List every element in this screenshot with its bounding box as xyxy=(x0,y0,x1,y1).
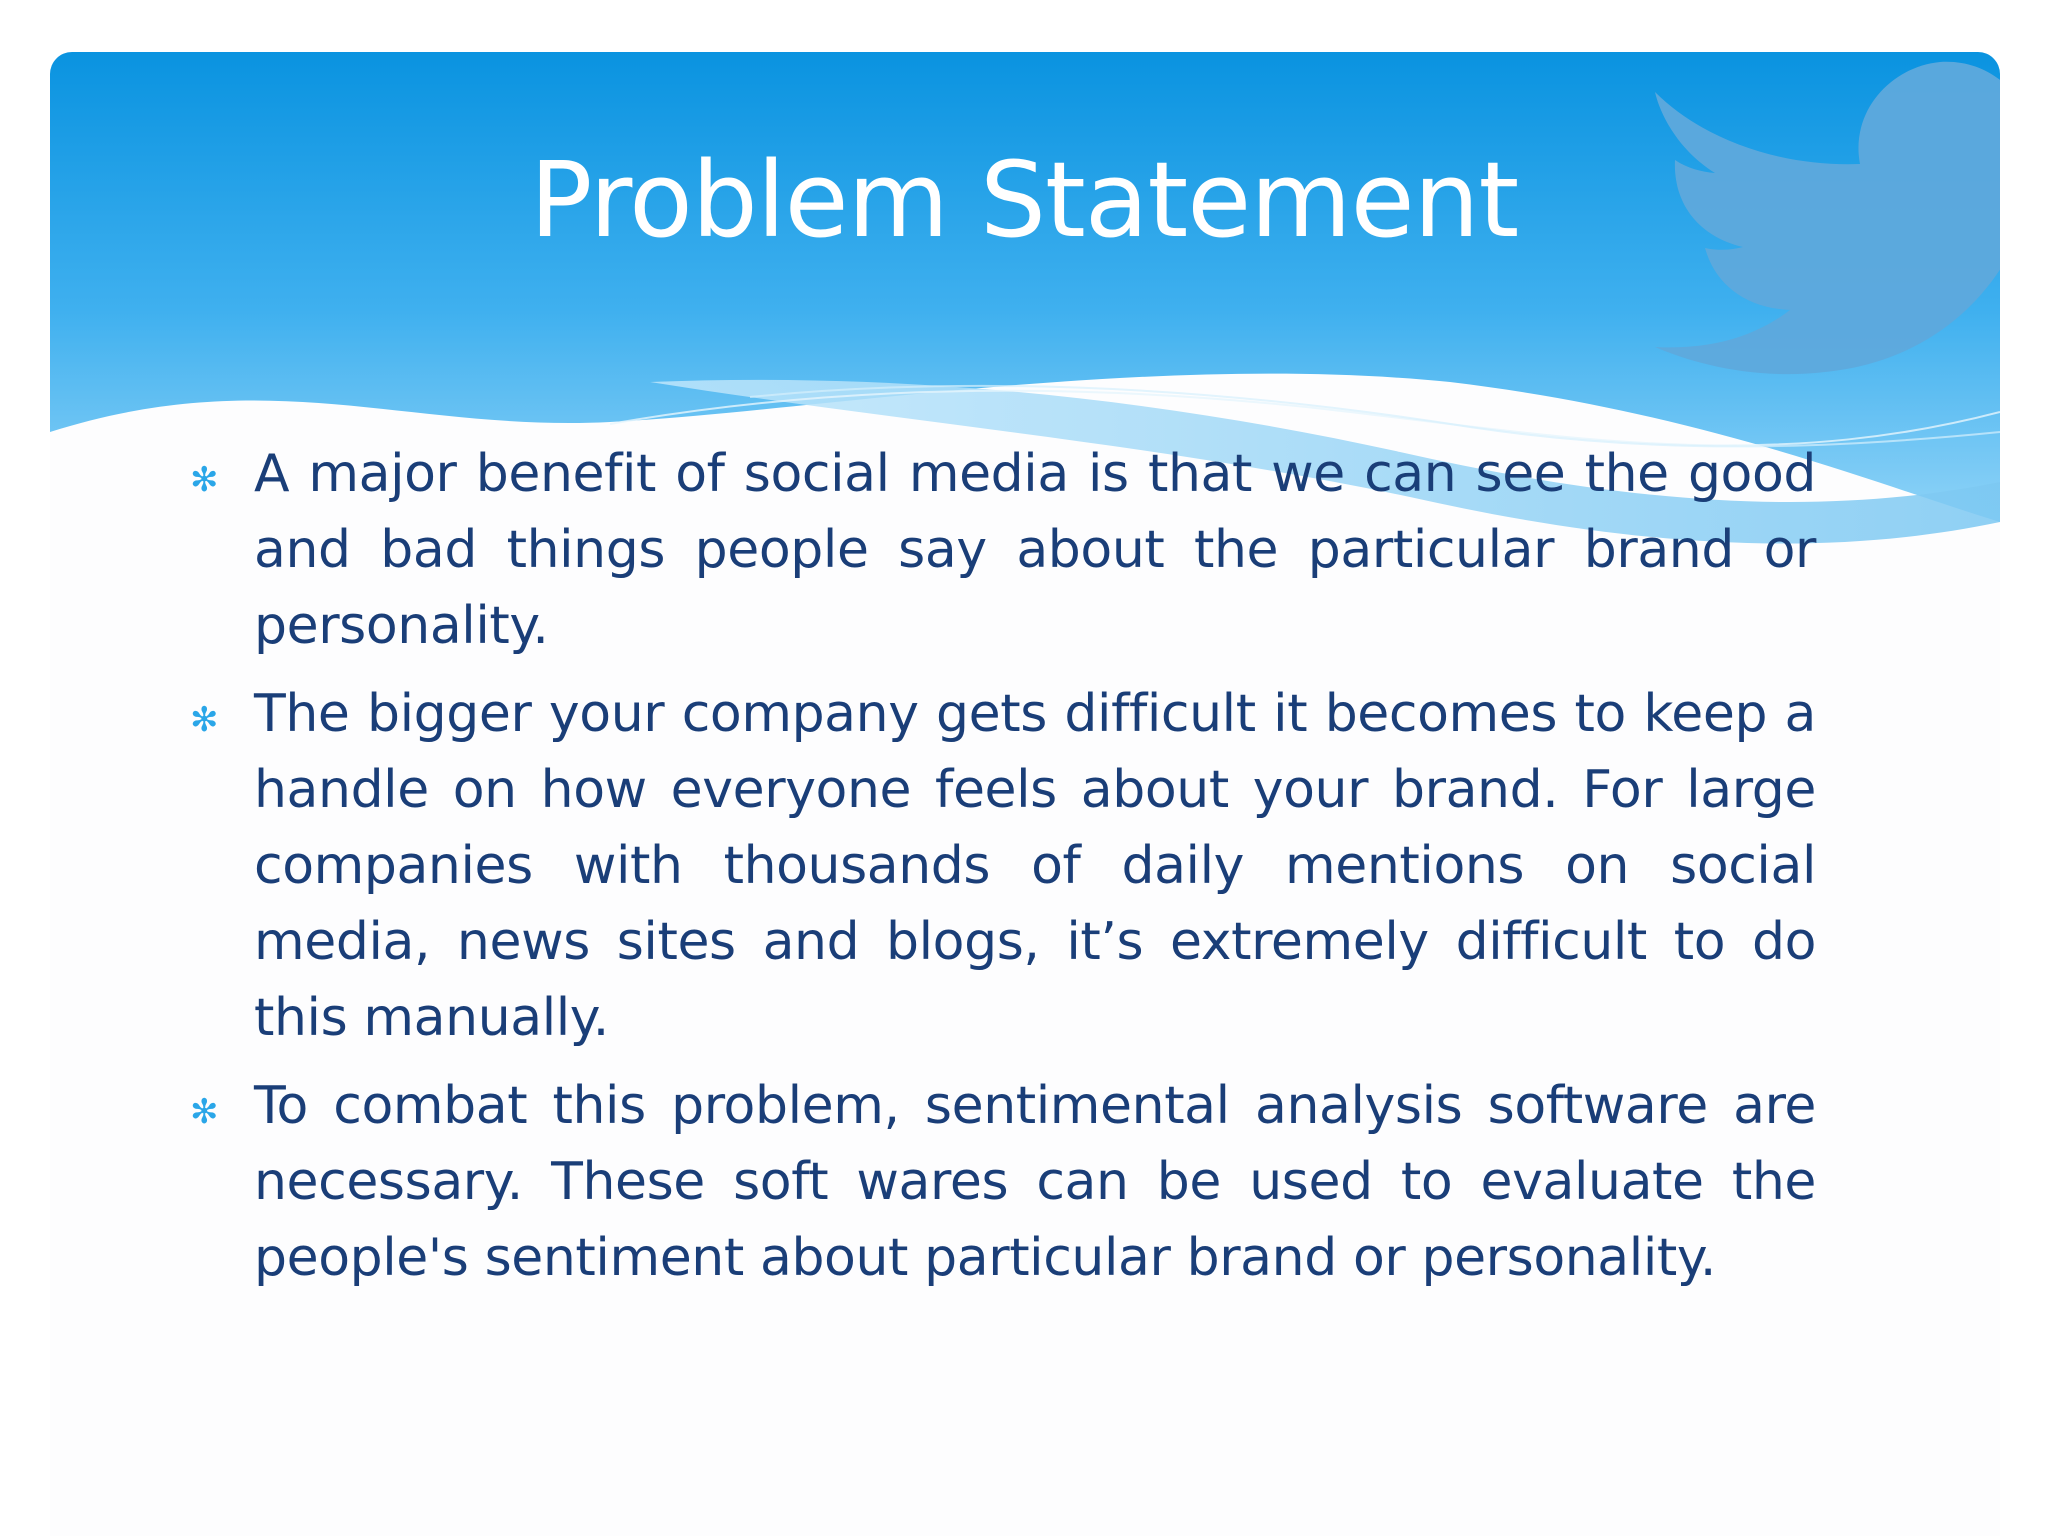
asterisk-icon: ✻ xyxy=(190,460,219,500)
bullet-item xyxy=(190,1068,1816,1296)
bullet-text: The bigger your company gets difficult it becomes to keep a handle on how everyone feels about your brand. For large companies with thousands of daily mentions on social media, news sites and blogs, it’s extremely difficult to do this manually. xyxy=(254,684,1816,1048)
slide-title: Problem Statement xyxy=(529,139,1519,261)
bullet-item xyxy=(190,676,1816,1056)
bullet-text: A major benefit of social media is that we can see the good and bad things people say about the particular brand or personality. xyxy=(254,444,1816,656)
bullet-item xyxy=(190,436,1816,664)
asterisk-icon: ✻ xyxy=(190,1092,219,1132)
bullet-list xyxy=(190,436,1816,1308)
bullet-text: To combat this problem, sentimental analysis software are necessary. These soft wares can be used to evaluate the people's sentiment about particular brand or personality. xyxy=(254,1076,1816,1288)
asterisk-icon: ✻ xyxy=(190,700,219,740)
